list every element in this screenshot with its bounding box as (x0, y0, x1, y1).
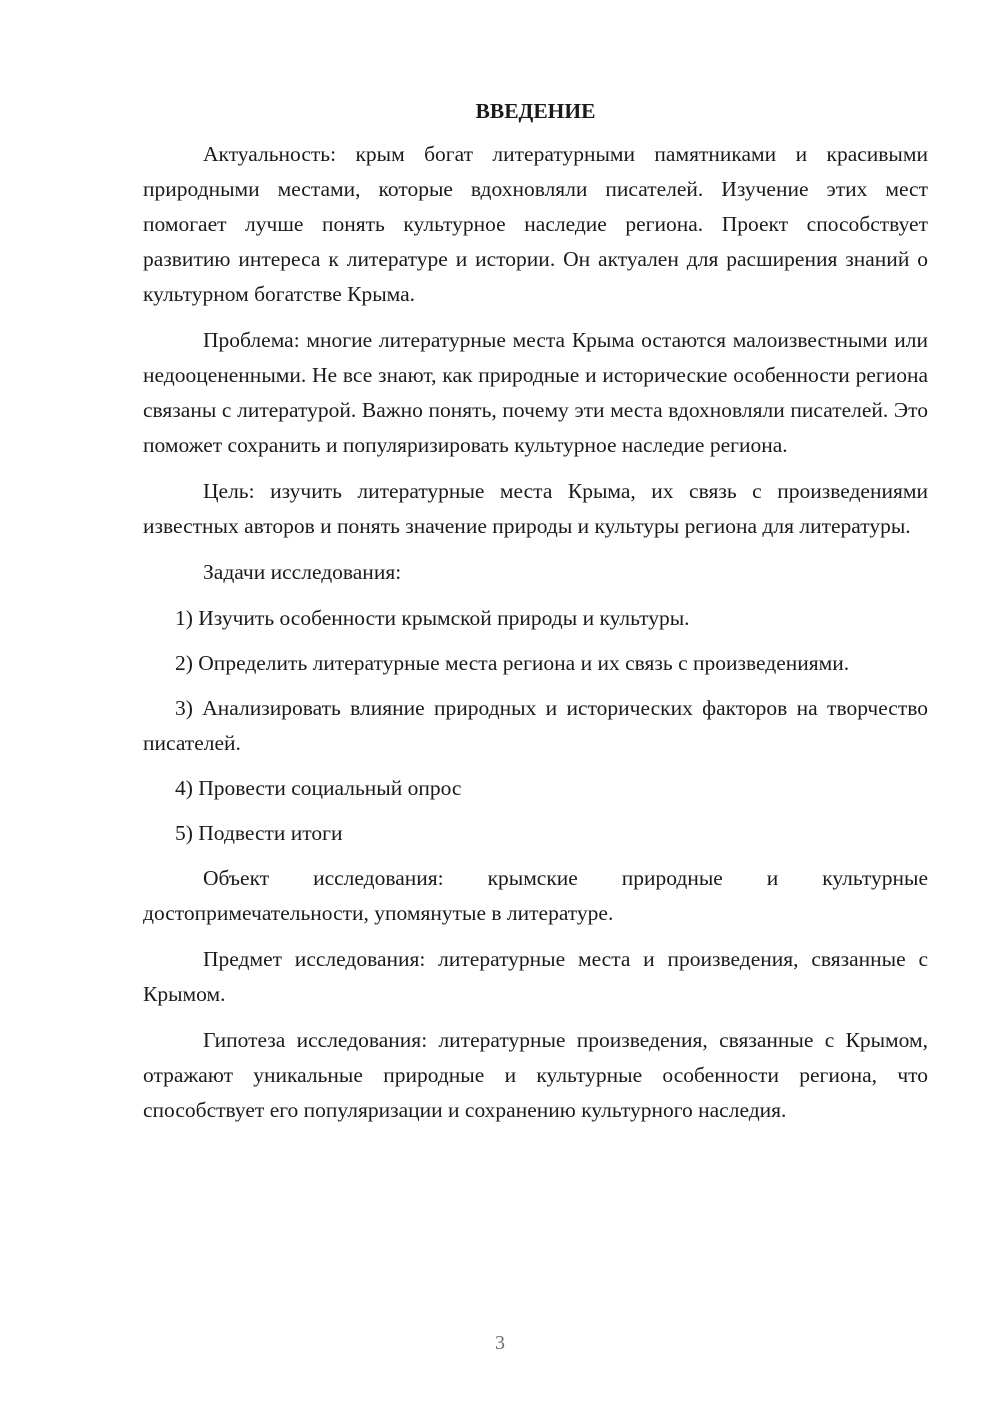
problem-paragraph: Проблема: многие литературные места Крыма остаются малоизвестными или недооцененными. Не все знают, как природные и исторические особенности региона связаны с литературой. Важно понять, почему эти места вдохновляли писателей. Это поможет сохранить и популяризировать культурное наследие региона. (143, 328, 928, 457)
tasks-heading: Задачи исследования: (203, 560, 402, 584)
task-item: 1) Изучить особенности крымской природы и культуры. (175, 606, 690, 630)
hypothesis-paragraph: Гипотеза исследования: литературные произведения, связанные с Крымом, отражают уникальные природные и культурные особенности региона, что способствует его популяризации и сохранению культурного наследия. (143, 1028, 928, 1122)
task-item: 5) Подвести итоги (175, 821, 343, 845)
subject-paragraph: Предмет исследования: литературные места и произведения, связанные с Крымом. (143, 947, 928, 1006)
page-number: 3 (495, 1332, 505, 1354)
document-page (143, 92, 928, 1128)
relevance-paragraph: Актуальность: крым богат литературными памятниками и красивыми природными местами, которые вдохновляли писателей. Изучение этих мест помогает лучше понять культурное наследие региона. Проект способствует развитию интереса к литературе и истории. Он актуален для расширения знаний о культурном богатстве Крыма. (143, 142, 928, 306)
object-paragraph: Объект исследования: крымские природные и культурные достопримечательности, упомянутые в литературе. (143, 866, 928, 925)
task-item: 4) Провести социальный опрос (175, 776, 462, 800)
page-title: ВВЕДЕНИЕ (475, 99, 596, 123)
task-item: 3) Анализировать влияние природных и исторических факторов на творчество писателей. (143, 696, 928, 755)
task-item: 2) Определить литературные места региона и их связь с произведениями. (175, 651, 850, 675)
goal-paragraph: Цель: изучить литературные места Крыма, их связь с произведениями известных авторов и понять значение природы и культуры региона для литературы. (143, 479, 928, 538)
